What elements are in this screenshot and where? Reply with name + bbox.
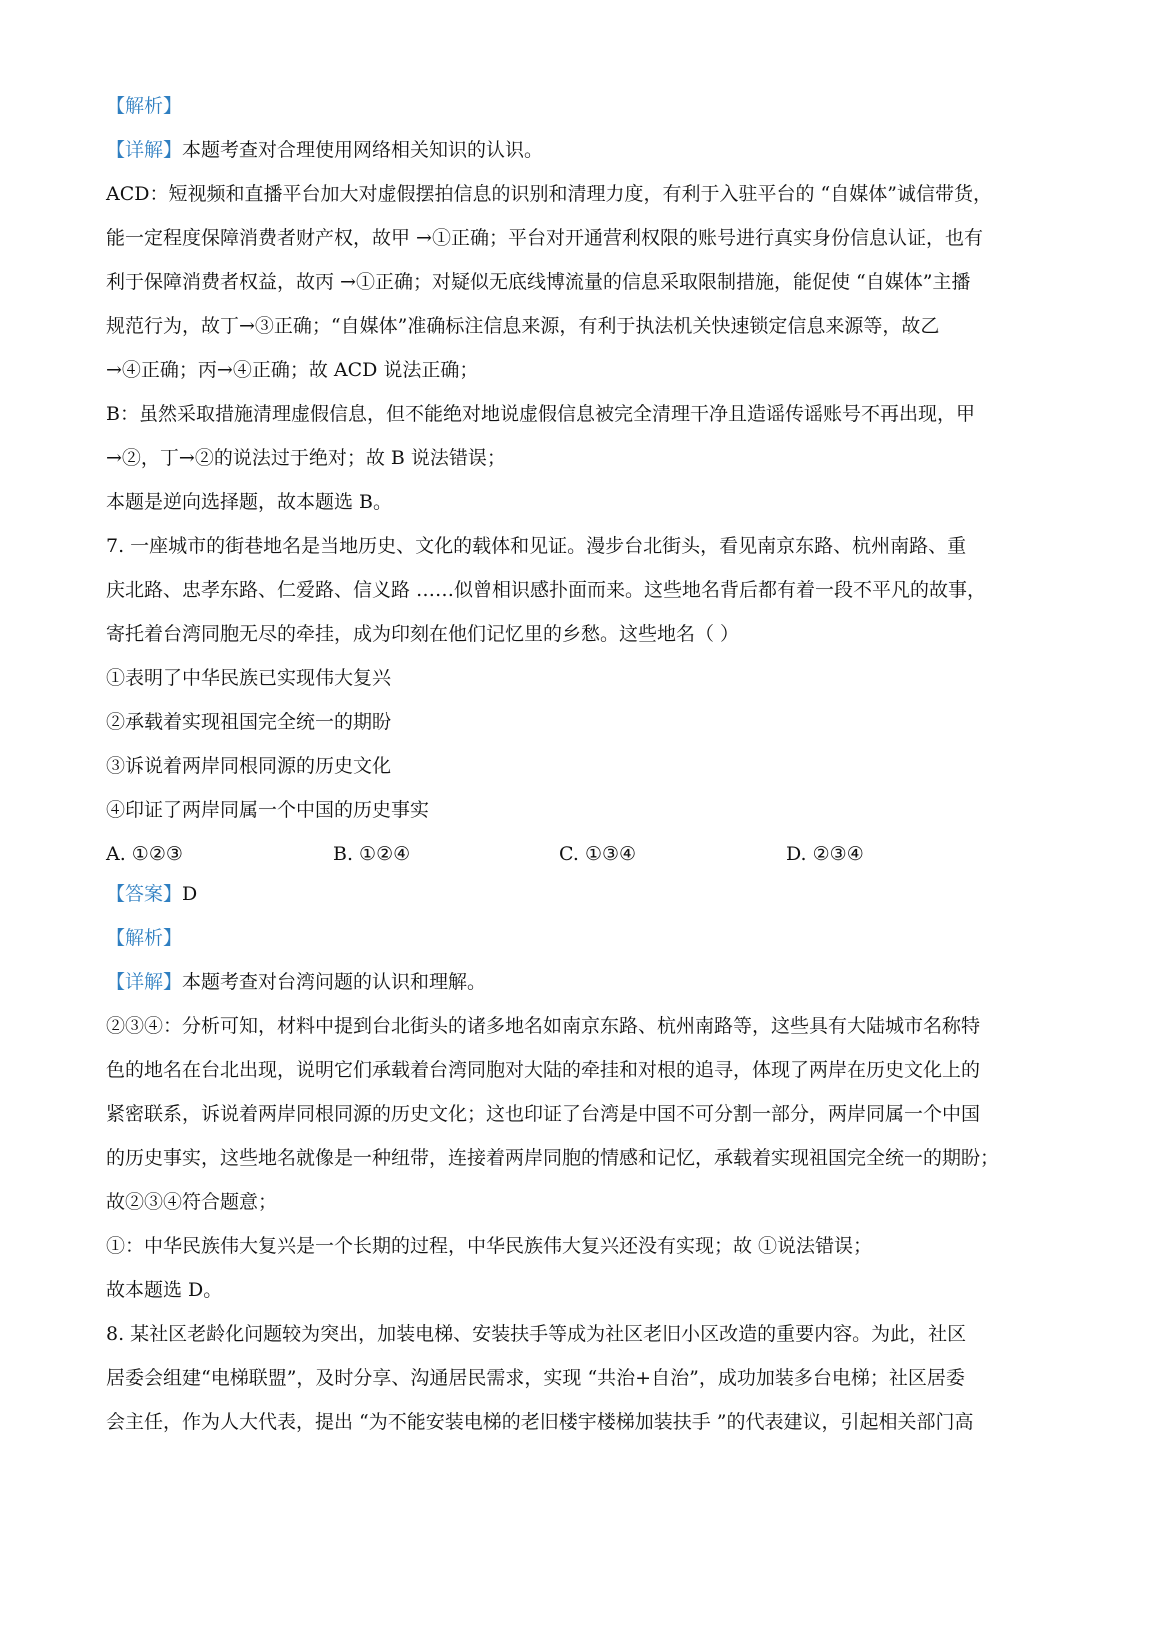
analysis-line: 故②③④符合题意；	[106, 1191, 278, 1213]
statement-item: ②承载着实现祖国完全统一的期盼	[106, 711, 392, 733]
question-stem-line: 居委会组建“电梯联盟”，及时分享、沟通居民需求，实现 “共治+自治”，成功加装多台电梯；社区居委	[106, 1367, 965, 1389]
analysis-line: 利于保障消费者权益，故丙 →①正确；对疑似无底线博流量的信息采取限制措施，能促使 “自媒体”主播	[106, 271, 971, 293]
question-stem-line: 7. 一座城市的街巷地名是当地历史、文化的载体和见证。漫步台北街头，看见南京东路、杭州南路、重	[106, 535, 967, 557]
analysis-line: ①：中华民族伟大复兴是一个长期的过程，中华民族伟大复兴还没有实现；故 ①说法错误；	[106, 1235, 873, 1257]
answer-value: D	[182, 883, 198, 905]
analysis-line: ACD：短视频和直播平台加大对虚假摆拍信息的识别和清理力度，有利于入驻平台的 “自媒体”诚信带货，	[106, 183, 992, 205]
analysis-line: B：虽然采取措施清理虚假信息，但不能绝对地说虚假信息被完全清理干净且造谣传谣账号不再出现，甲	[106, 403, 975, 425]
detail-text: 本题考查对台湾问题的认识和理解。	[182, 971, 487, 993]
analysis-line: 规范行为，故丁→③正确；“自媒体”准确标注信息来源，有利于执法机关快速锁定信息来源等，故乙	[106, 315, 940, 337]
analysis-line: 能一定程度保障消费者财产权，故甲 →①正确；平台对开通营利权限的账号进行真实身份信息认证，也有	[106, 227, 983, 249]
detail-line	[106, 970, 1052, 994]
answer-line	[106, 882, 1052, 906]
detail-line	[106, 138, 1052, 162]
analysis-line: →②，丁→②的说法过于绝对；故 B 说法错误；	[106, 447, 506, 469]
detail-tag: 【详解】	[106, 139, 183, 161]
option-c: C. ①③④	[559, 843, 637, 865]
analysis-line: ②③④：分析可知，材料中提到台北街头的诸多地名如南京东路、杭州南路等，这些具有大陆城市名称特	[106, 1015, 981, 1037]
analysis-line: →④正确；丙→④正确；故 ACD 说法正确；	[106, 359, 479, 381]
analysis-line: 紧密联系，诉说着两岸同根同源的历史文化；这也印证了台湾是中国不可分割一部分，两岸同属一个中国	[106, 1103, 981, 1125]
analysis-line: 色的地名在台北出现，说明它们承载着台湾同胞对大陆的牵挂和对根的追寻，体现了两岸在历史文化上的	[106, 1059, 981, 1081]
analysis-line: 的历史事实，这些地名就像是一种纽带，连接着两岸同胞的情感和记忆，承载着实现祖国完全统一的期盼；	[106, 1147, 1000, 1169]
detail-tag: 【详解】	[106, 971, 183, 993]
statement-item: ④印证了两岸同属一个中国的历史事实	[106, 799, 430, 821]
detail-text: 本题考查对合理使用网络相关知识的认识。	[182, 139, 544, 161]
option-a: A. ①②③	[106, 843, 183, 865]
option-d: D. ②③④	[786, 843, 864, 865]
question-stem-line: 会主任，作为人大代表，提出 “为不能安装电梯的老旧楼宇楼梯加装扶手 ”的代表建议，引起相关部门高	[106, 1411, 974, 1433]
statement-item: ①表明了中华民族已实现伟大复兴	[106, 667, 392, 689]
option-b: B. ①②④	[333, 843, 411, 865]
analysis-tag: 【解析】	[106, 927, 183, 949]
question-stem-line: 庆北路、忠孝东路、仁爱路、信义路 ……似曾相识感扑面而来。这些地名背后都有着一段不平凡的故事，	[106, 579, 987, 601]
analysis-tag: 【解析】	[106, 95, 183, 117]
conclusion-line: 本题是逆向选择题，故本题选 B。	[106, 491, 393, 513]
question-stem-line: 寄托着台湾同胞无尽的牵挂，成为印刻在他们记忆里的乡愁。这些地名（ ）	[106, 623, 740, 645]
conclusion-line: 故本题选 D。	[106, 1279, 223, 1301]
answer-tag: 【答案】	[106, 883, 183, 905]
question-stem-line: 8. 某社区老龄化问题较为突出，加装电梯、安装扶手等成为社区老旧小区改造的重要内容。为此，社区	[106, 1323, 967, 1345]
statement-item: ③诉说着两岸同根同源的历史文化	[106, 755, 392, 777]
